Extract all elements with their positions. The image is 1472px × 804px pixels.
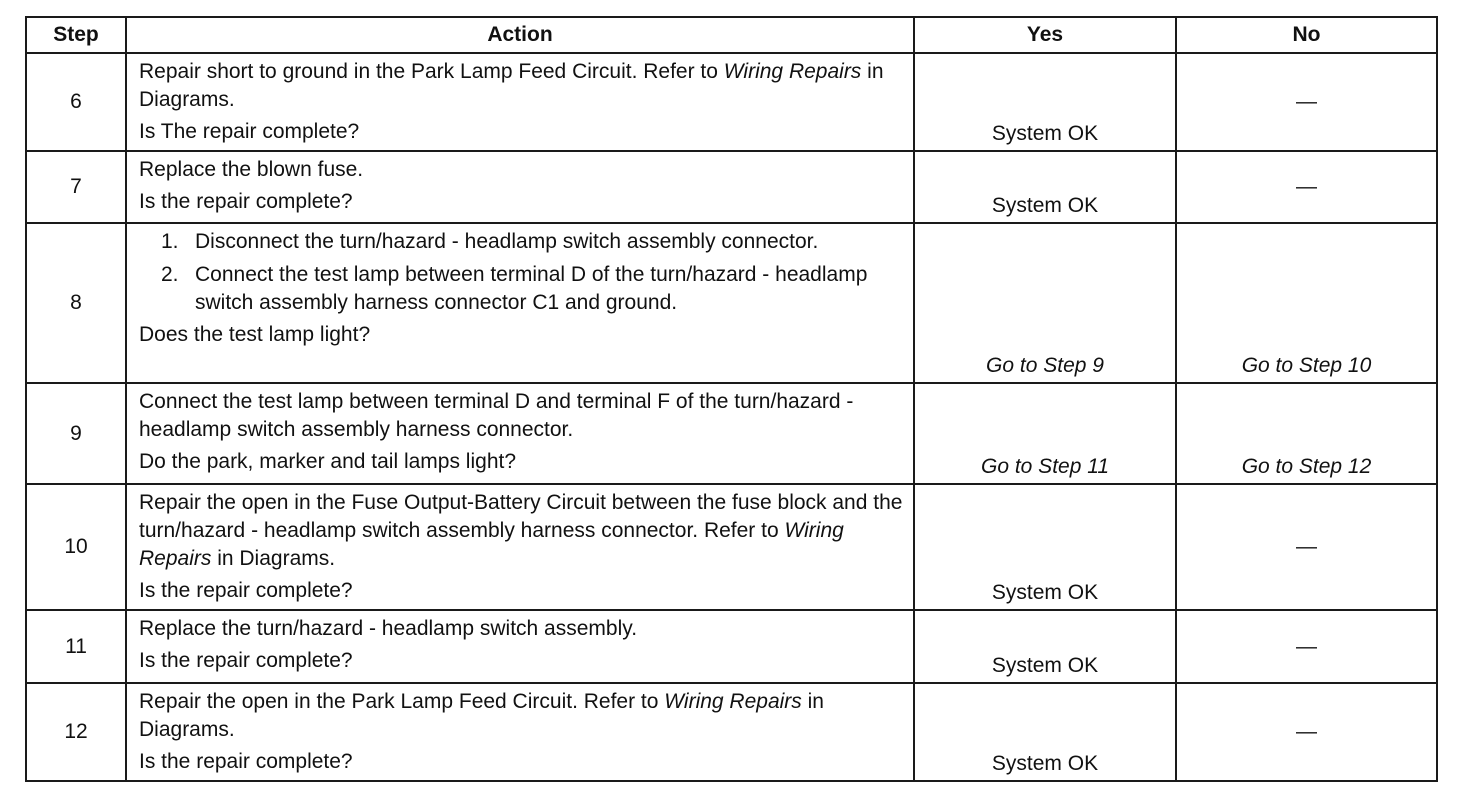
step-number: 9 — [26, 383, 126, 484]
action-question: Does the test lamp light? — [139, 323, 371, 346]
action-suffix: in Diagrams. — [211, 547, 336, 570]
action-cell — [126, 151, 914, 223]
step-number: 10 — [26, 484, 126, 610]
action-steps-list — [139, 228, 903, 317]
yes-result: System OK — [914, 610, 1176, 683]
yes-result: System OK — [914, 53, 1176, 151]
action-prefix: Repair the open in the Park Lamp Feed Circuit. Refer to — [139, 690, 659, 713]
action-cell — [126, 53, 914, 151]
list-item-number: 2. — [161, 263, 179, 286]
list-item — [139, 261, 903, 317]
action-cell — [126, 683, 914, 781]
wiring-repairs-ref: Wiring Repairs — [664, 690, 802, 713]
yes-result: System OK — [914, 151, 1176, 223]
no-result: — — [1176, 53, 1437, 151]
action-prefix: Repair short to ground in the Park Lamp Feed Circuit. Refer to — [139, 60, 718, 83]
action-text: Replace the turn/hazard - headlamp switch assembly. — [139, 617, 638, 640]
table-row — [26, 223, 1437, 383]
list-item — [139, 228, 903, 256]
step-number: 11 — [26, 610, 126, 683]
step-number: 8 — [26, 223, 126, 383]
wiring-repairs-ref: Wiring Repairs — [139, 519, 844, 570]
header-action: Action — [126, 17, 914, 53]
action-text — [139, 489, 903, 573]
header-row — [26, 17, 1437, 53]
table-row — [26, 683, 1437, 781]
no-result: Go to Step 10 — [1176, 223, 1437, 383]
list-item-text: Connect the test lamp between terminal D of the turn/hazard - headlamp switch assembly harness connector C1 and ground. — [195, 263, 868, 314]
action-text — [139, 688, 903, 744]
action-question: Do the park, marker and tail lamps light? — [139, 450, 517, 473]
no-result: Go to Step 12 — [1176, 383, 1437, 484]
action-question: Is the repair complete? — [139, 750, 353, 773]
step-number: 7 — [26, 151, 126, 223]
table-row — [26, 53, 1437, 151]
no-result: — — [1176, 151, 1437, 223]
table-row — [26, 151, 1437, 223]
action-question: Is The repair complete? — [139, 120, 360, 143]
action-suffix: in Diagrams. — [139, 690, 824, 741]
action-suffix: in Diagrams. — [139, 60, 884, 111]
action-question: Is the repair complete? — [139, 579, 353, 602]
wiring-repairs-ref: Wiring Repairs — [723, 60, 862, 83]
list-item-number: 1. — [161, 230, 179, 253]
no-result: — — [1176, 484, 1437, 610]
table-row — [26, 383, 1437, 484]
action-text: Replace the blown fuse. — [139, 158, 364, 181]
no-result: — — [1176, 610, 1437, 683]
yes-result: System OK — [914, 683, 1176, 781]
action-cell — [126, 383, 914, 484]
header-no: No — [1176, 17, 1437, 53]
header-yes: Yes — [914, 17, 1176, 53]
action-cell — [126, 484, 914, 610]
table-row — [26, 484, 1437, 610]
action-question: Is the repair complete? — [139, 649, 353, 672]
yes-result: Go to Step 11 — [914, 383, 1176, 484]
action-cell — [126, 610, 914, 683]
yes-result: Go to Step 9 — [914, 223, 1176, 383]
action-text — [139, 58, 903, 114]
action-text: Connect the test lamp between terminal D and terminal F of the turn/hazard - headlamp switch assembly harness connector. — [139, 390, 854, 441]
no-result: — — [1176, 683, 1437, 781]
action-question: Is the repair complete? — [139, 190, 353, 213]
step-number: 6 — [26, 53, 126, 151]
list-item-text: Disconnect the turn/hazard - headlamp switch assembly connector. — [195, 230, 819, 253]
action-cell — [126, 223, 914, 383]
yes-result: System OK — [914, 484, 1176, 610]
table-row — [26, 610, 1437, 683]
header-step: Step — [26, 17, 126, 53]
action-prefix: Repair the open in the Fuse Output-Battery Circuit between the fuse block and the turn/hazard - headlamp switch assembly harness connector. Refer to — [139, 491, 903, 542]
step-number: 12 — [26, 683, 126, 781]
diagnostic-table — [25, 16, 1438, 782]
